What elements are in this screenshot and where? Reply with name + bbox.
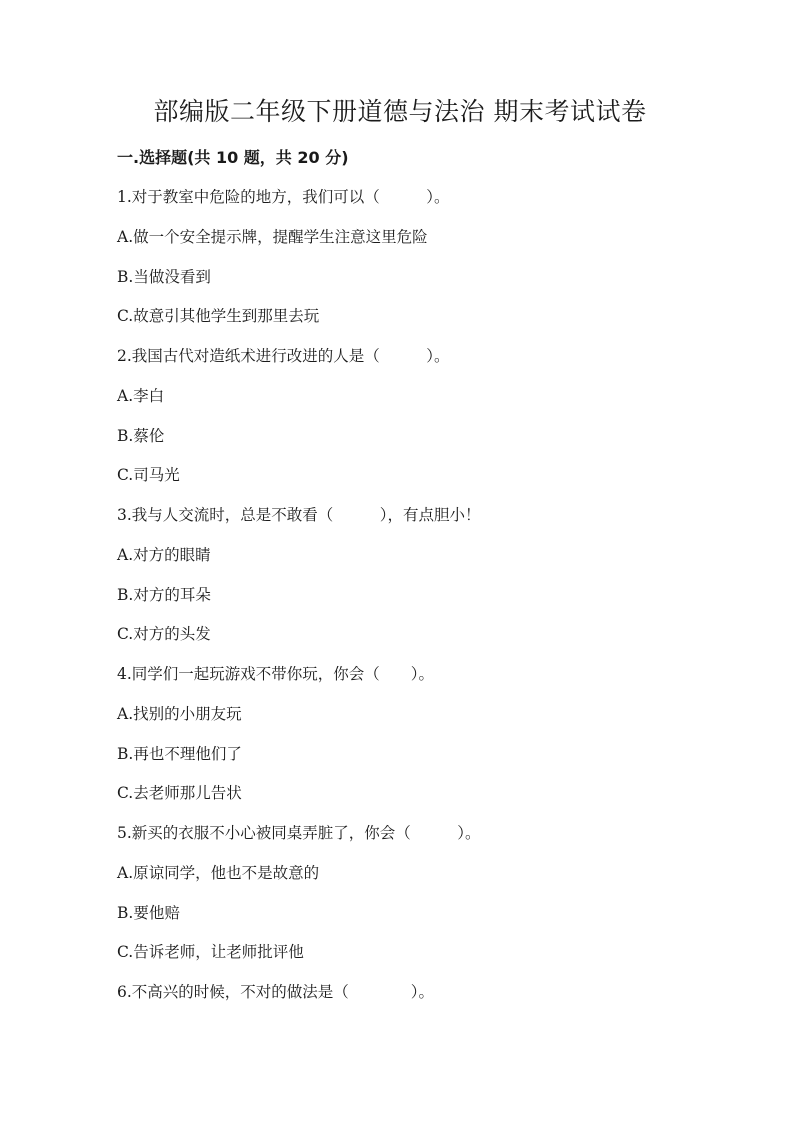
answer-option: C.告诉老师，让老师批评他	[117, 943, 304, 962]
answer-option: C.故意引其他学生到那里去玩	[117, 307, 320, 326]
answer-option: B.当做没看到	[117, 267, 211, 286]
question-list	[117, 185, 717, 1020]
answer-option: A.找别的小朋友玩	[117, 704, 242, 723]
answer-option: A.原谅同学，他也不是故意的	[117, 863, 320, 882]
question-stem: 3.我与人交流时，总是不敢看（ ），有点胆小！	[117, 506, 481, 524]
question-stem: 5.新买的衣服不小心被同桌弄脏了，你会（ ）。	[117, 824, 481, 842]
page-title: 部编版二年级下册道德与法治 期末考试试卷	[153, 97, 647, 126]
answer-option: B.蔡伦	[117, 426, 165, 445]
answer-option: C.司马光	[117, 466, 180, 485]
answer-option: A.做一个安全提示牌，提醒学生注意这里危险	[117, 227, 428, 246]
answer-option: A.对方的眼睛	[117, 545, 211, 564]
section-heading: 一.选择题(共 10 题，共 20 分)	[117, 148, 349, 167]
answer-option: C.对方的头发	[117, 625, 211, 644]
question-stem: 1.对于教室中危险的地方，我们可以（ ）。	[117, 188, 450, 206]
question-stem: 6.不高兴的时候，不对的做法是（ ）。	[117, 983, 435, 1001]
answer-option: B.再也不理他们了	[117, 744, 242, 763]
question-stem: 2.我国古代对造纸术进行改进的人是（ ）。	[117, 347, 450, 365]
question-stem: 4.同学们一起玩游戏不带你玩，你会（ ）。	[117, 665, 435, 683]
answer-option: A.李白	[117, 386, 165, 405]
answer-option: B.要他赔	[117, 903, 180, 922]
answer-option: B.对方的耳朵	[117, 585, 211, 604]
answer-option: C.去老师那儿告状	[117, 784, 242, 803]
